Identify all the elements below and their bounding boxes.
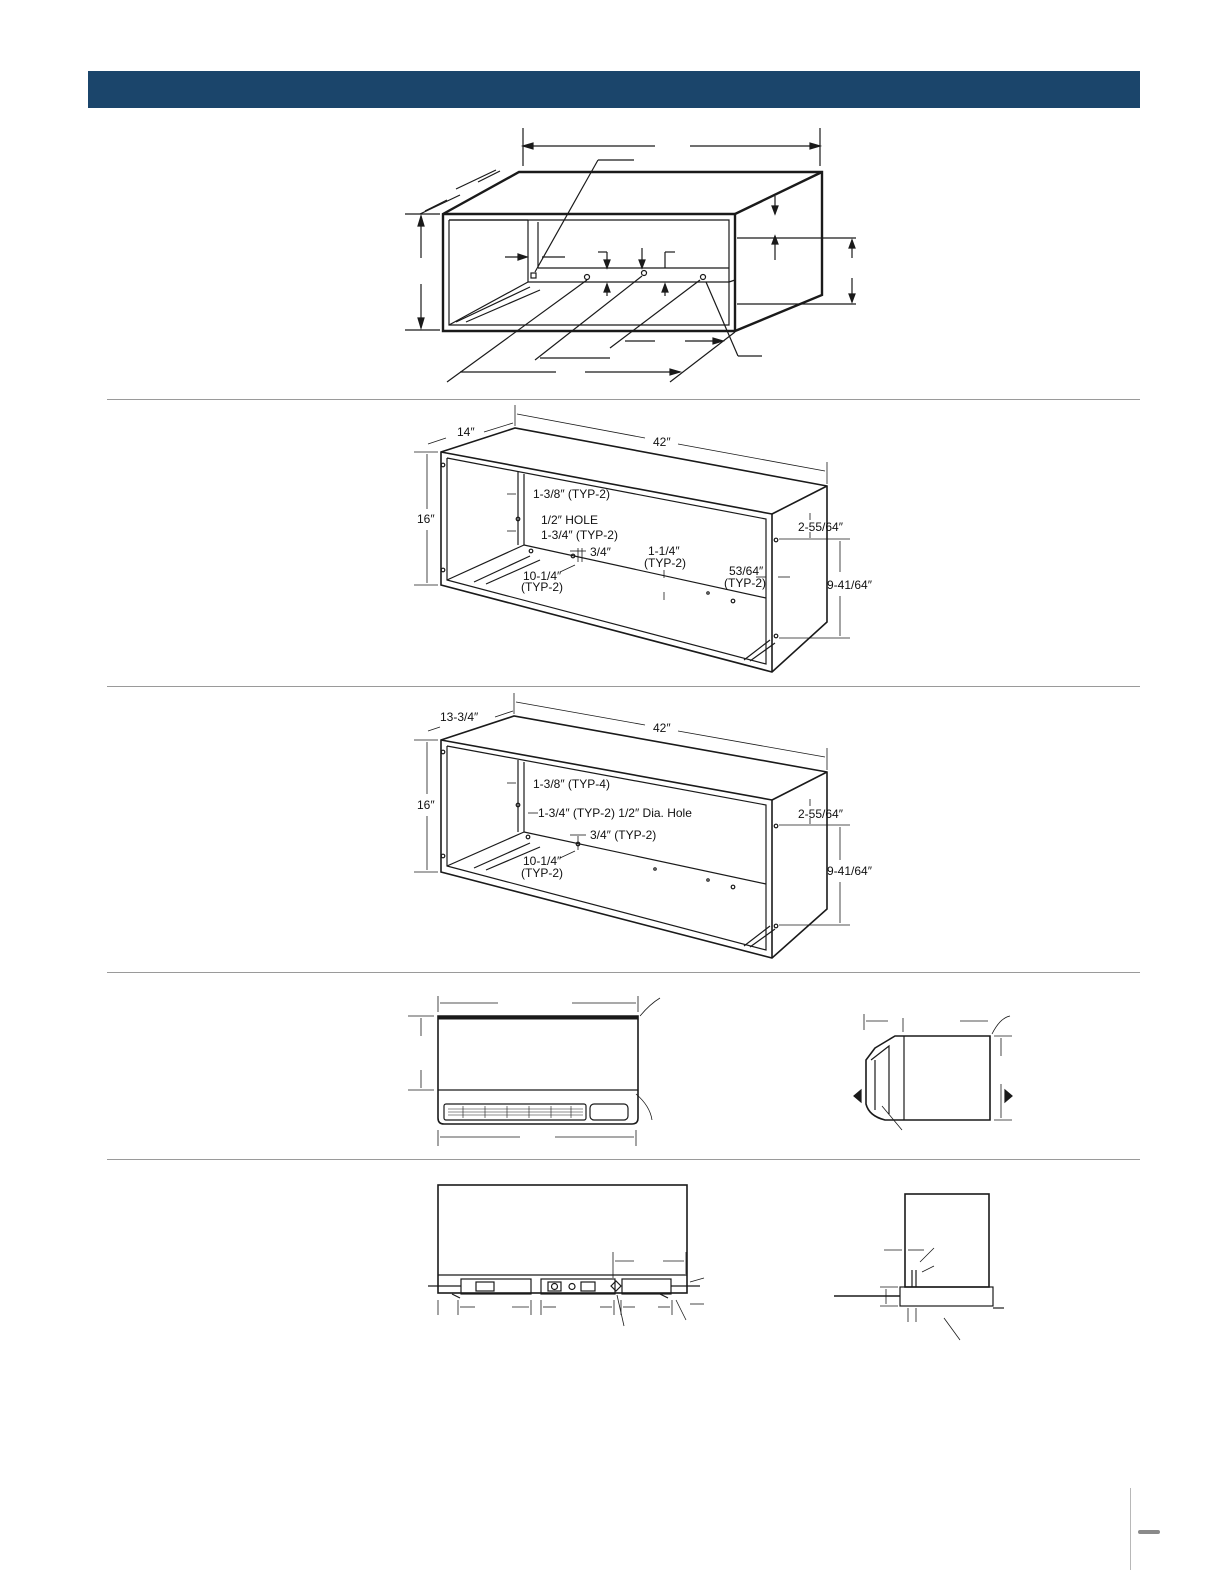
- side-height-label: 9-41/64″: [827, 864, 872, 878]
- width-label: 42″: [653, 721, 671, 735]
- side-offset-typ: (TYP-2): [724, 576, 766, 590]
- hole-offset-label: 1-3/4″ (TYP-2): [541, 528, 618, 542]
- depth-label: 13-3/4″: [440, 710, 479, 724]
- rail-typ: (TYP-2): [521, 580, 563, 594]
- unit-front-side-views: [0, 974, 1224, 1160]
- edge-typ-label: 1-3/8″ (TYP-2): [533, 487, 610, 501]
- depth-label: 14″: [457, 425, 475, 439]
- hole-spacing-label: 3/4″: [590, 545, 611, 559]
- sleeve-diagram-unlabeled: [0, 0, 1224, 400]
- inner-offset-typ: (TYP-2): [644, 556, 686, 570]
- hole-label: 1/2″ HOLE: [541, 513, 598, 527]
- hole-offset-label: 1-3/4″ (TYP-2) 1/2″ Dia. Hole: [538, 806, 692, 820]
- sleeve-13-diagram: [0, 688, 1224, 974]
- edge-typ-label: 1-3/8″ (TYP-4): [533, 777, 610, 791]
- top-clearance-label: 2-55/64″: [798, 807, 843, 821]
- section-divider: [107, 972, 1140, 973]
- install-front-side-views: [0, 1160, 1224, 1350]
- rail-typ: (TYP-2): [521, 866, 563, 880]
- side-offset-label: 53/64″: [729, 564, 764, 578]
- width-label: 42″: [653, 435, 671, 449]
- height-label: 16″: [417, 512, 435, 526]
- page-margin-rule: [1130, 1488, 1131, 1570]
- rail-label: 10-1/4″: [523, 569, 562, 583]
- inner-offset-label: 1-1/4″: [648, 544, 680, 558]
- page-number-marker: [1138, 1530, 1160, 1534]
- sleeve-14-diagram: [0, 400, 1224, 688]
- side-height-label: 9-41/64″: [827, 578, 872, 592]
- top-clearance-label: 2-55/64″: [798, 520, 843, 534]
- section-divider: [107, 686, 1140, 687]
- rail-label: 10-1/4″: [523, 854, 562, 868]
- height-label: 16″: [417, 798, 435, 812]
- hole-spacing-label: 3/4″ (TYP-2): [590, 828, 657, 842]
